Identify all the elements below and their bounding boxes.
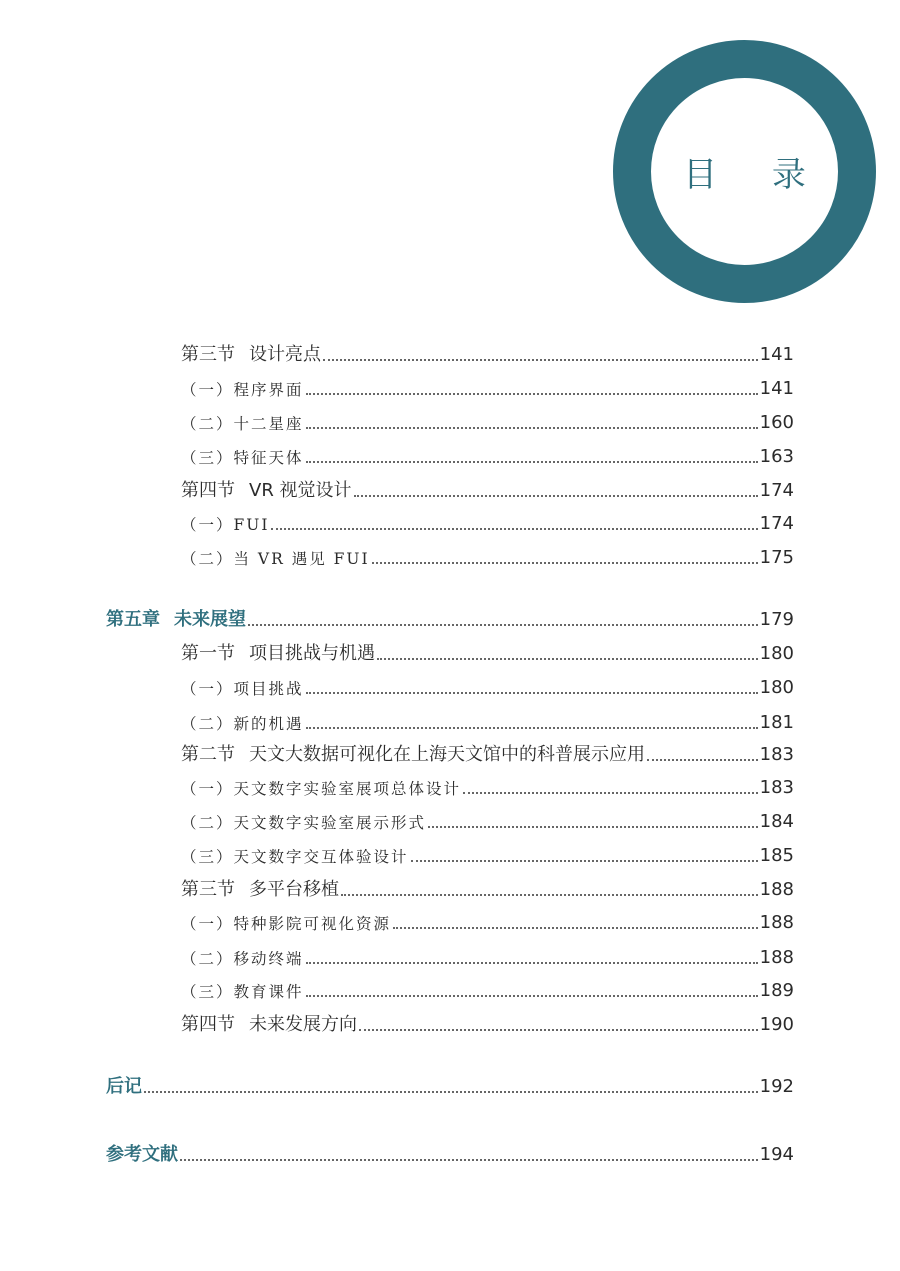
toc-entry-number: 第一节 — [181, 643, 235, 664]
toc-entry-page: 188 — [759, 879, 794, 900]
toc-entry-page: 160 — [759, 412, 794, 433]
toc-entry-page: 180 — [759, 643, 794, 664]
toc-entry-number: 第四节 — [181, 480, 235, 501]
toc-entry-title: （二）移动终端 — [181, 949, 304, 968]
toc-chapter-title: 参考文献 — [106, 1144, 178, 1165]
toc-entry-page: 183 — [759, 744, 794, 765]
dot-leader — [359, 1029, 758, 1031]
dot-leader — [393, 927, 758, 929]
toc-entry[interactable] — [181, 769, 794, 797]
dot-leader — [306, 427, 758, 429]
dot-leader — [306, 692, 758, 694]
toc-entry-page: 175 — [759, 547, 794, 568]
toc-entry-page: 141 — [759, 344, 794, 365]
toc-entry[interactable] — [181, 704, 794, 732]
toc-entry-title: VR 视觉设计 — [249, 480, 352, 501]
toc-entry-title: （二）天文数字实验室展示形式 — [181, 813, 427, 832]
dot-leader — [271, 528, 757, 530]
dot-leader — [306, 727, 758, 729]
dot-leader — [248, 624, 758, 626]
toc-entry-page: 174 — [759, 480, 794, 501]
dot-leader — [354, 495, 758, 497]
toc-entry-page: 188 — [759, 947, 794, 968]
toc-entry-page: 185 — [759, 845, 794, 866]
toc-entry-title: （二）新的机遇 — [181, 714, 304, 733]
dot-leader — [372, 562, 758, 564]
toc-chapter-title: 后记 — [106, 1076, 142, 1097]
toc-entry[interactable] — [181, 404, 794, 432]
toc-entry-title: （一）特种影院可视化资源 — [181, 914, 392, 933]
toc-entry[interactable] — [181, 939, 794, 967]
dot-leader — [377, 658, 758, 660]
toc-entry-page: 141 — [759, 378, 794, 399]
toc-entry-page: 181 — [759, 712, 794, 733]
toc-entry-page: 188 — [759, 912, 794, 933]
toc-entry[interactable] — [181, 837, 794, 865]
toc-entry-page: 192 — [759, 1076, 794, 1097]
toc-chapter-entry[interactable] — [106, 1136, 794, 1164]
dot-leader — [306, 461, 758, 463]
page-title: 目 录 — [683, 155, 828, 195]
dot-leader — [428, 826, 758, 828]
dot-leader — [306, 995, 758, 997]
toc-chapter-entry[interactable] — [106, 601, 794, 629]
toc-entry-title: 项目挑战与机遇 — [249, 643, 375, 664]
dot-leader — [306, 962, 758, 964]
toc-entry-title: （一）天文数字实验室展项总体设计 — [181, 779, 462, 798]
toc-entry[interactable] — [181, 539, 794, 567]
dot-leader — [180, 1159, 758, 1161]
toc-entry-title: （一）项目挑战 — [181, 679, 304, 698]
toc-entry-number: 第三节 — [181, 879, 235, 900]
toc-entry[interactable] — [181, 736, 794, 764]
toc-entry-page: 180 — [759, 677, 794, 698]
toc-entry-number: 第三节 — [181, 344, 235, 365]
toc-entry[interactable] — [181, 1006, 794, 1034]
toc-entry[interactable] — [181, 972, 794, 1000]
toc-entry[interactable] — [181, 505, 794, 533]
dot-leader — [306, 393, 758, 395]
toc-entry-number: 第四节 — [181, 1014, 235, 1035]
toc-entry[interactable] — [181, 871, 794, 899]
dot-leader — [323, 359, 758, 361]
toc-entry-title: （三）教育课件 — [181, 982, 304, 1001]
toc-entry-page: 190 — [759, 1014, 794, 1035]
toc-entry-title: （三）天文数字交互体验设计 — [181, 847, 409, 866]
toc-entry-page: 174 — [759, 513, 794, 534]
toc-entry[interactable] — [181, 336, 794, 364]
toc-chapter-title: 未来展望 — [174, 609, 246, 630]
toc-entry-title: 未来发展方向 — [249, 1014, 357, 1035]
toc-entry-title: （三）特征天体 — [181, 448, 304, 467]
toc-chapter-entry[interactable] — [106, 1068, 794, 1096]
toc-entry-page: 189 — [759, 980, 794, 1001]
toc-entry-title: （一）程序界面 — [181, 380, 304, 399]
toc-entry-title: （一）FUI — [181, 515, 270, 534]
toc-entry[interactable] — [181, 438, 794, 466]
toc-entry-title: 设计亮点 — [249, 344, 321, 365]
toc-entry-title: （二）当 VR 遇见 FUI — [181, 549, 370, 568]
toc-entry[interactable] — [181, 669, 794, 697]
toc-entry-page: 183 — [759, 777, 794, 798]
toc-entry-title: 天文大数据可视化在上海天文馆中的科普展示应用 — [249, 744, 645, 765]
toc-entry[interactable] — [181, 472, 794, 500]
toc-entry[interactable] — [181, 803, 794, 831]
toc-entry-page: 194 — [759, 1144, 794, 1165]
dot-leader — [411, 860, 758, 862]
toc-entry-page: 163 — [759, 446, 794, 467]
toc-chapter-number: 第五章 — [106, 609, 160, 630]
toc-entry[interactable] — [181, 904, 794, 932]
dot-leader — [463, 792, 758, 794]
toc-entry[interactable] — [181, 370, 794, 398]
toc-entry-page: 184 — [759, 811, 794, 832]
toc-entry[interactable] — [181, 635, 794, 663]
dot-leader — [341, 894, 758, 896]
toc-entry-title: 多平台移植 — [249, 879, 339, 900]
title-ring — [613, 40, 876, 303]
toc-entry-title: （二）十二星座 — [181, 414, 304, 433]
toc-entry-number: 第二节 — [181, 744, 235, 765]
dot-leader — [144, 1091, 758, 1093]
toc-entry-page: 179 — [759, 609, 794, 630]
dot-leader — [647, 759, 758, 761]
